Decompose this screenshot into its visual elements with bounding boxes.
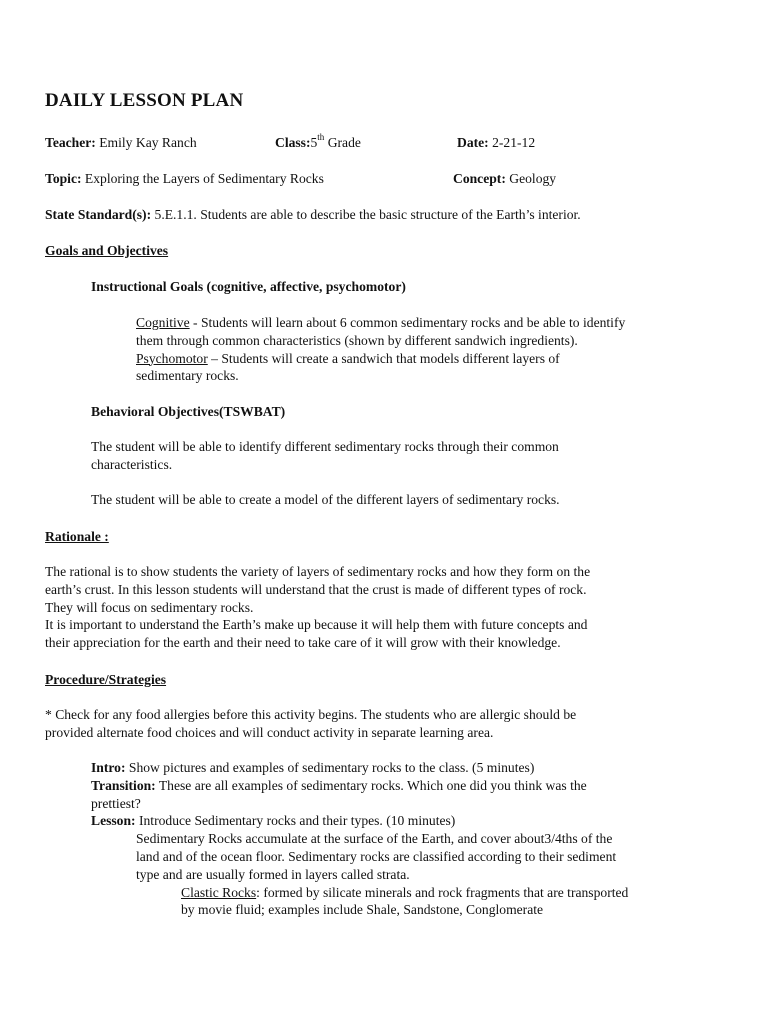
goals-heading: Goals and Objectives	[45, 243, 169, 258]
lesson-details	[91, 830, 741, 919]
class-label: Class:	[275, 135, 311, 150]
cognitive-label: Cognitive	[136, 315, 190, 330]
allergy-note-line-2: provided alternate food choices and will conduct activity in separate learning area.	[45, 724, 494, 740]
rationale-line: It is important to understand the Earth’s make up because it will help them with future concepts and	[45, 617, 588, 633]
intro-text: Show pictures and examples of sedimentary rocks to the class. (5 minutes)	[125, 760, 535, 775]
lesson-detail-line: Sedimentary Rocks accumulate at the surface of the Earth, and cover about3/4ths of the	[136, 831, 613, 847]
procedure-heading: Procedure/Strategies	[45, 672, 167, 687]
topic-label: Topic:	[45, 171, 82, 186]
transition-text: These are all examples of sedimentary rocks. Which one did you think was the	[155, 777, 587, 793]
topic-value: Exploring the Layers of Sedimentary Rocks	[84, 171, 324, 186]
objective-1-line-1: The student will be able to identify different sedimentary rocks through their common	[91, 439, 559, 454]
cognitive-line-1: - Students will learn about 6 common sedimentary rocks and be able to identify	[189, 315, 626, 330]
class-grade: Grade	[324, 135, 361, 150]
rationale-line: earth’s crust. In this lesson students will understand that the crust is made of different types of rock.	[45, 581, 587, 597]
clastic-rocks-item	[136, 884, 741, 920]
standard-label: State Standard(s):	[45, 207, 152, 222]
teacher-field	[45, 134, 197, 152]
concept-value: Geology	[509, 171, 557, 186]
psychomotor-line-2: sedimentary rocks.	[136, 368, 239, 384]
lesson-text: Introduce Sedimentary rocks and their types. (10 minutes)	[135, 813, 456, 829]
page-title: DAILY LESSON PLAN	[45, 90, 244, 111]
clastic-line-2: by movie fluid; examples include Shale, Sandstone, Conglomerate	[181, 902, 544, 918]
psychomotor-label: Psychomotor	[136, 350, 208, 366]
lesson-detail-line: type and are usually formed in layers called strata.	[136, 866, 410, 882]
class-field	[275, 134, 361, 152]
allergy-note	[45, 706, 745, 742]
class-number: 5	[310, 135, 318, 150]
date-label: Date:	[457, 135, 489, 150]
instructional-goals-heading: Instructional Goals (cognitive, affective, psychomotor)	[91, 279, 406, 294]
concept-label: Concept:	[453, 171, 506, 186]
teacher-label: Teacher:	[45, 135, 96, 150]
lesson-label: Lesson:	[91, 813, 136, 829]
transition-line-2: prettiest?	[91, 795, 141, 811]
state-standard-field	[45, 206, 581, 224]
objective-2: The student will be able to create a model of the different layers of sedimentary rocks.	[91, 492, 560, 507]
rationale-line: The rational is to show students the variety of layers of sedimentary rocks and how they form on the	[45, 564, 591, 579]
date-field	[457, 134, 535, 152]
concept-field	[453, 170, 556, 188]
rationale-heading: Rationale :	[45, 529, 109, 544]
behavioral-objectives-heading: Behavioral Objectives(TSWBAT)	[91, 404, 286, 419]
clastic-line-1: : formed by silicate minerals and rock fragments that are transported	[256, 884, 629, 900]
goals-list	[136, 314, 736, 385]
intro-label: Intro:	[91, 760, 126, 775]
rationale-line: They will focus on sedimentary rocks.	[45, 599, 254, 615]
topic-field	[45, 170, 324, 188]
lesson-detail-line: land and of the ocean floor. Sedimentary rocks are classified according to their sediment	[136, 848, 617, 864]
allergy-note-line-1: * Check for any food allergies before this activity begins. The students who are allergic should be	[45, 707, 577, 722]
rationale-line: their appreciation for the earth and their need to take care of it will grow with their knowledge.	[45, 635, 561, 651]
clastic-label: Clastic Rocks	[181, 884, 257, 900]
transition-label: Transition:	[91, 777, 156, 793]
teacher-value: Emily Kay Ranch	[99, 135, 197, 150]
objective-1	[91, 438, 731, 474]
objective-1-line-2: characteristics.	[91, 456, 173, 472]
rationale-text	[45, 563, 745, 652]
date-value: 2-21-12	[492, 135, 536, 150]
class-superscript: th	[317, 132, 325, 143]
standard-value: 5.E.1.1. Students are able to describe the basic structure of the Earth’s interior.	[154, 207, 581, 222]
cognitive-line-2: them through common characteristics (shown by different sandwich ingredients).	[136, 332, 578, 348]
procedure-steps	[91, 759, 741, 919]
psychomotor-line-1: – Students will create a sandwich that models different layers of	[207, 350, 560, 366]
